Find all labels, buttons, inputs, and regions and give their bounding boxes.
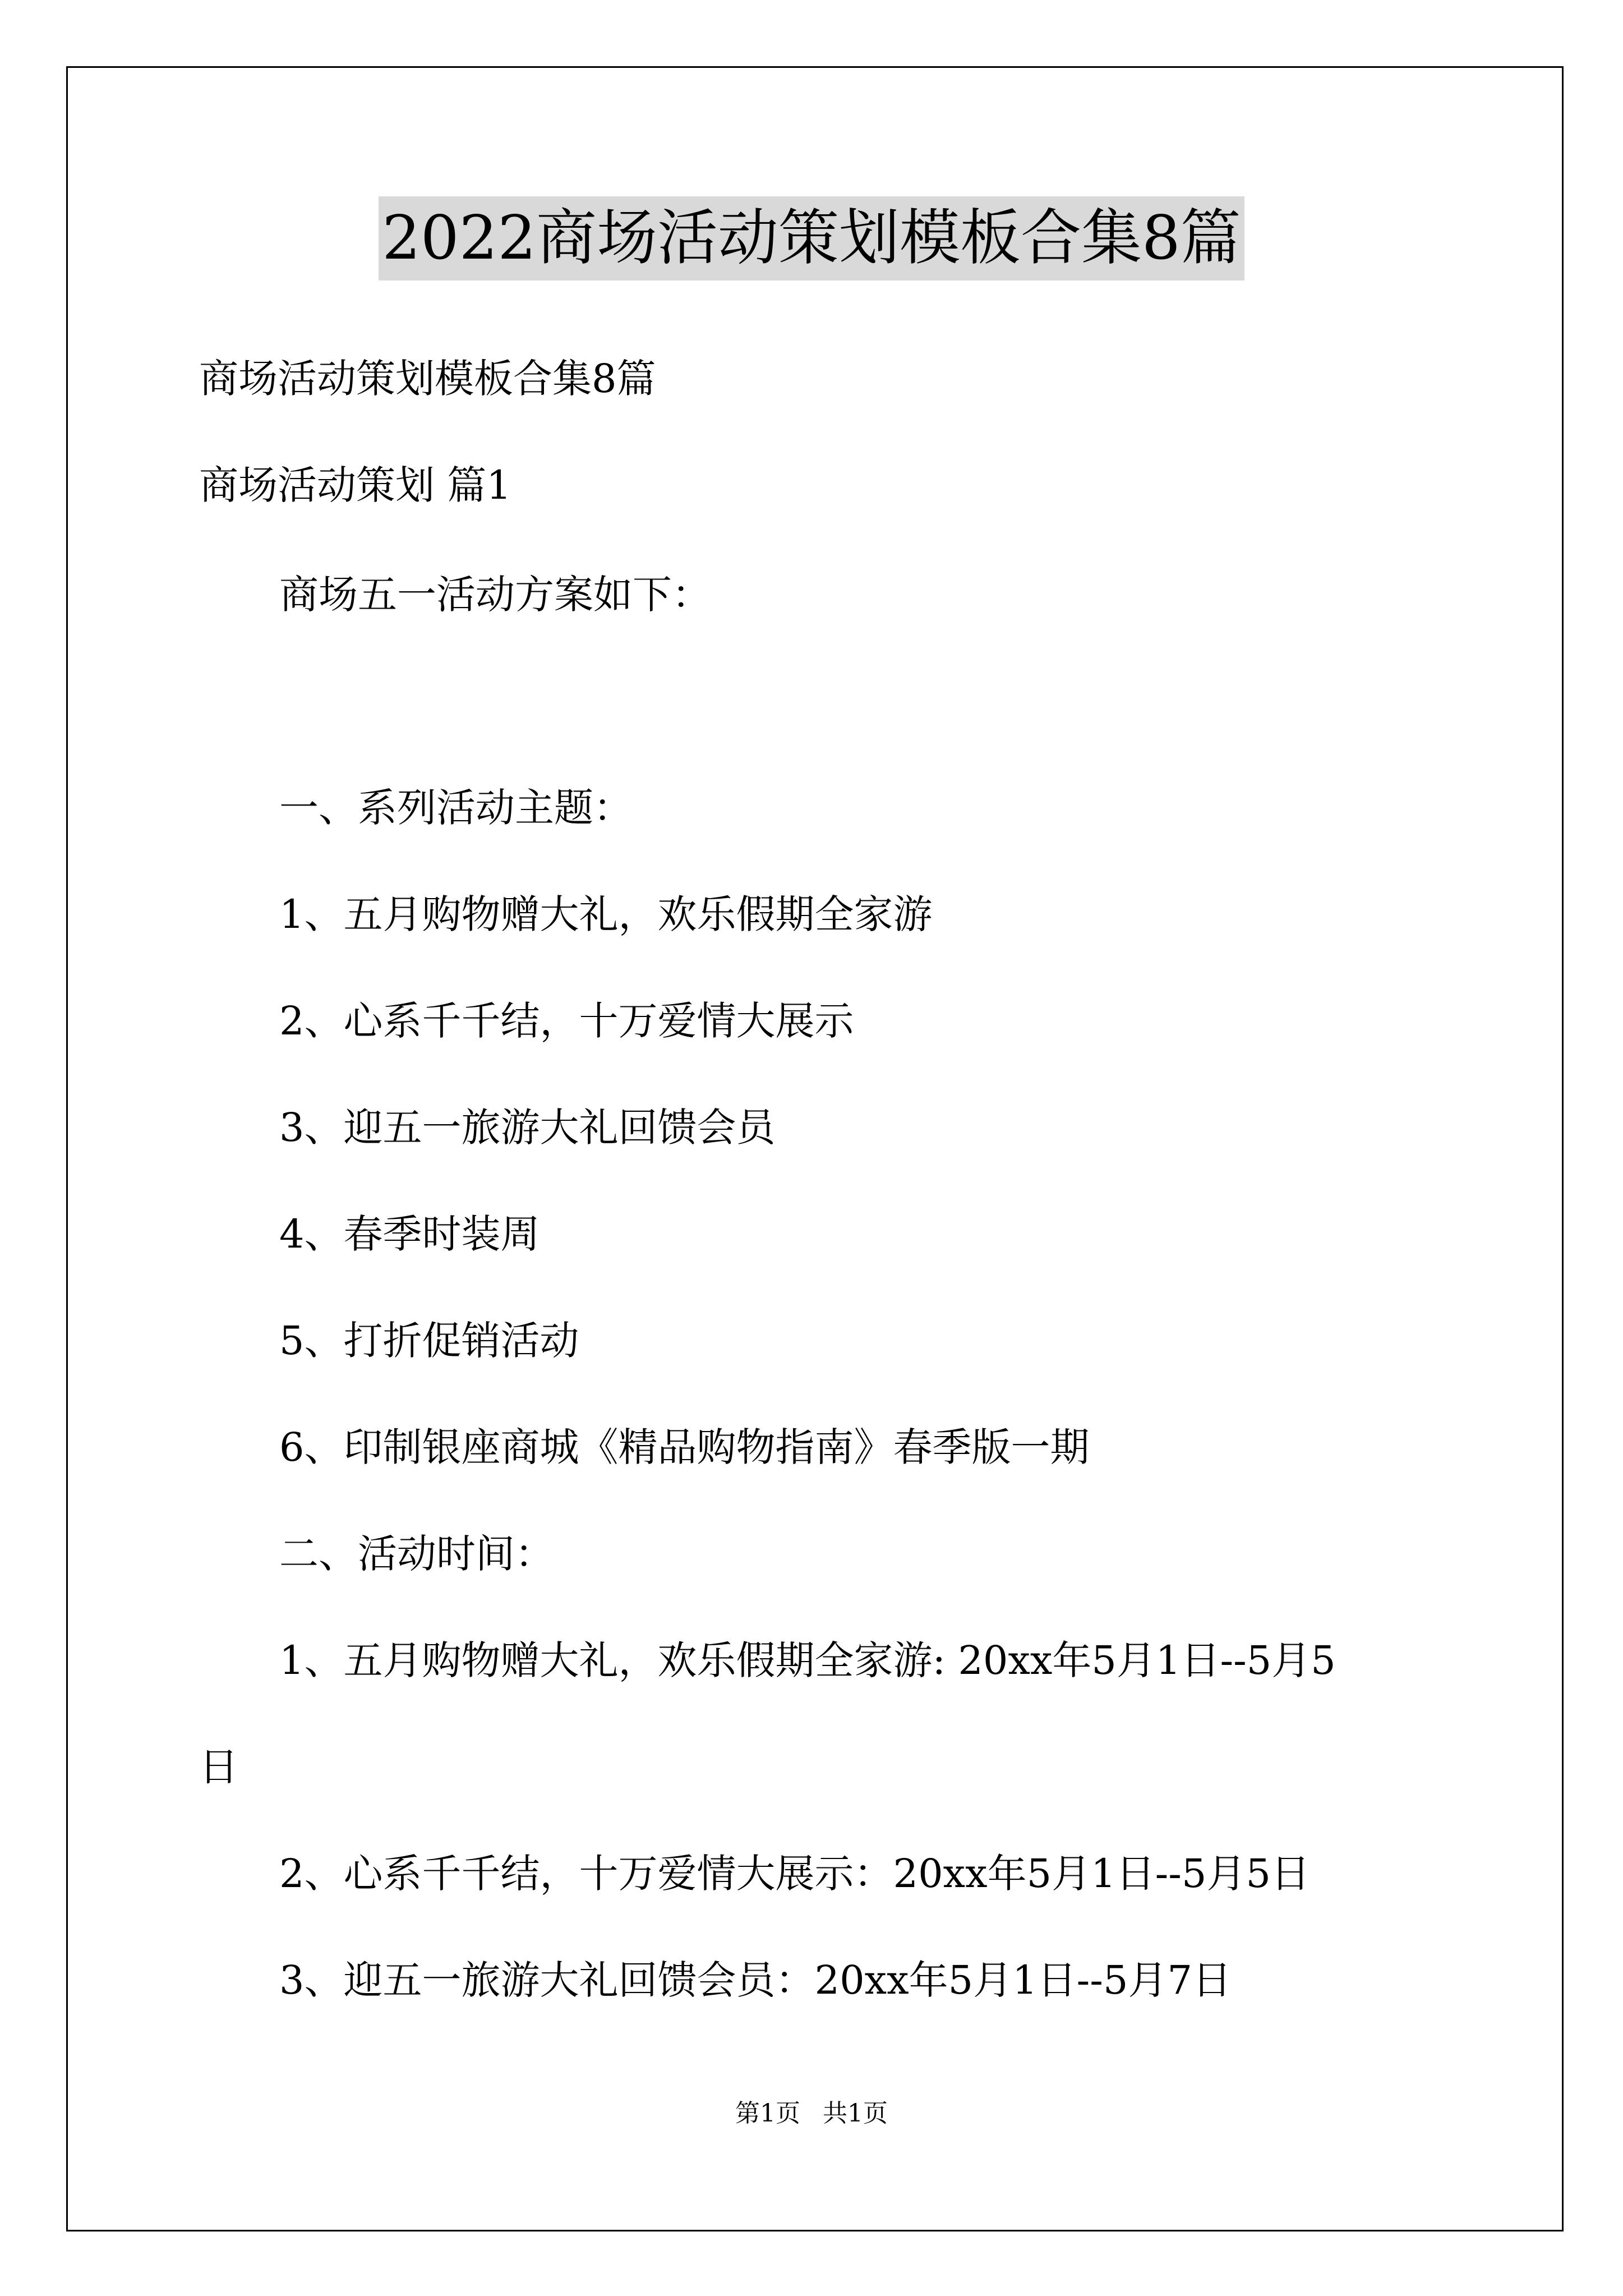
list-item: 3、迎五一旅游大礼回馈会员 [279, 1105, 776, 1151]
paragraph-line: 二、活动时间： [279, 1531, 554, 1577]
subtitle-line: 商场活动策划模板合集8篇 [199, 356, 656, 402]
list-item: 4、春季时装周 [279, 1211, 540, 1257]
list-item: 3、迎五一旅游大礼回馈会员：20xx年5月1日--5月7日 [279, 1957, 1232, 2003]
list-item: 2、心系千千结，十万爱情大展示 [279, 998, 854, 1044]
list-item: 2、心系千千结，十万爱情大展示：20xx年5月1日--5月5日 [279, 1851, 1311, 1897]
page-footer [0, 2097, 1623, 2131]
paragraph-line: 一、系列活动主题： [279, 785, 633, 831]
list-item: 6、印制银座商城《精品购物指南》春季版一期 [279, 1424, 1090, 1470]
list-item: 1、五月购物赠大礼，欢乐假期全家游: 20xx年5月1日--5月5 [279, 1637, 1336, 1683]
document-title: 2022商场活动策划模板合集8篇 [379, 196, 1244, 280]
list-item-continued: 日 [199, 1744, 238, 1790]
list-item: 5、打折促销活动 [279, 1318, 579, 1364]
page-number: 第1页 [735, 2099, 800, 2128]
section-heading: 商场活动策划 篇1 [199, 462, 511, 508]
title-container [0, 196, 1623, 280]
list-item: 1、五月购物赠大礼，欢乐假期全家游 [279, 891, 933, 937]
page-total: 共1页 [823, 2099, 888, 2128]
paragraph-line: 商场五一活动方案如下： [279, 572, 711, 618]
